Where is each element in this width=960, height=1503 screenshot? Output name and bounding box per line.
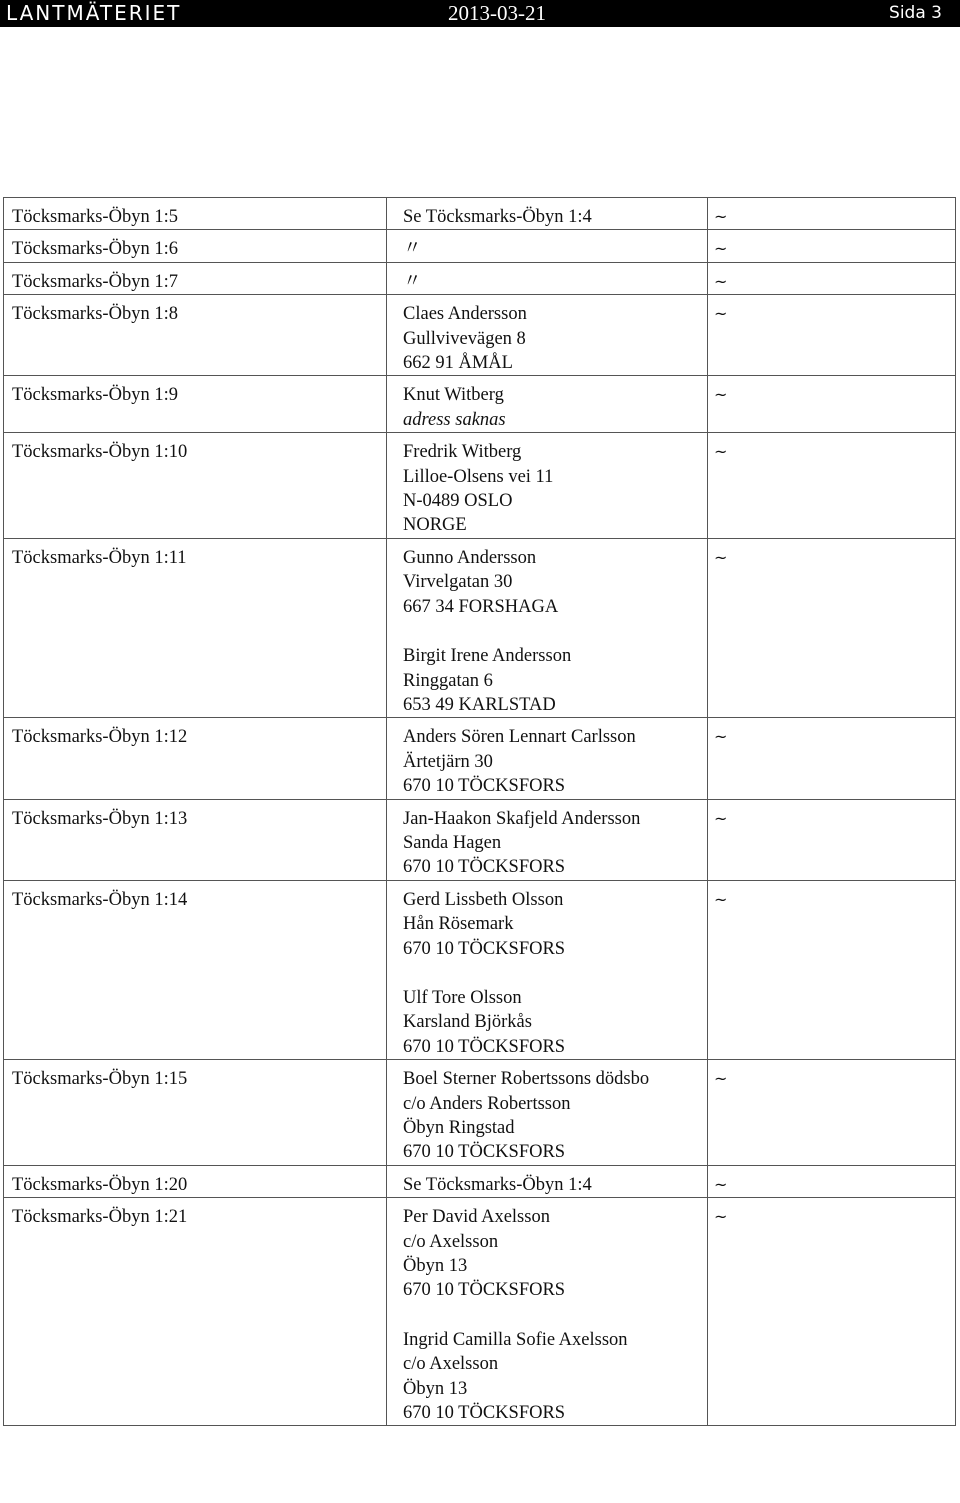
table-row: [4, 230, 956, 262]
address-line: c/o Anders Robertsson: [403, 1093, 571, 1114]
address-line: Karsland Björkås: [403, 1012, 532, 1033]
owner-name: Ulf Tore Olsson: [403, 987, 522, 1008]
owner-address-block: [403, 807, 707, 880]
status-mark: ~: [708, 262, 956, 294]
address-line: 670 10 TÖCKSFORS: [403, 1403, 566, 1424]
owner-address-block: [403, 986, 707, 1059]
cross-reference: Se Töcksmarks-Öbyn 1:4: [403, 207, 592, 227]
owner-address-block: [403, 302, 707, 375]
owner-address-block: [403, 644, 707, 717]
table-row: [4, 295, 956, 376]
address-line: N-0489 OSLO: [403, 491, 513, 512]
owner-cell: [387, 262, 708, 294]
table-row: [4, 880, 956, 1059]
address-line: 670 10 TÖCKSFORS: [403, 938, 566, 959]
address-line: 670 10 TÖCKSFORS: [403, 1280, 566, 1301]
page-header: [0, 0, 960, 27]
owner-name: Knut Witberg: [403, 385, 504, 406]
status-mark: ~: [708, 538, 956, 717]
property-designation: Töcksmarks-Öbyn 1:13: [4, 799, 387, 880]
owner-name: Anders Sören Lennart Carlsson: [403, 727, 636, 748]
address-line: Öbyn Ringstad: [403, 1118, 515, 1138]
status-mark: ~: [708, 1060, 956, 1166]
address-line: 670 10 TÖCKSFORS: [403, 1036, 566, 1057]
property-owner-table: [3, 197, 956, 1426]
owner-cell: [387, 880, 708, 1059]
property-designation: Töcksmarks-Öbyn 1:14: [4, 880, 387, 1059]
status-mark: ~: [708, 295, 956, 376]
table-row: [4, 799, 956, 880]
owner-cell: [387, 1198, 708, 1426]
address-line: 670 10 TÖCKSFORS: [403, 776, 566, 797]
status-mark: ~: [708, 1198, 956, 1426]
owner-address-block: [403, 546, 707, 619]
owner-cell: [387, 198, 708, 230]
property-designation: Töcksmarks-Öbyn 1:8: [4, 295, 387, 376]
table-row: [4, 433, 956, 539]
property-designation: Töcksmarks-Öbyn 1:11: [4, 538, 387, 717]
address-line: Ringgatan 6: [403, 670, 493, 691]
table-row: [4, 538, 956, 717]
owner-cell: [387, 1060, 708, 1166]
status-mark: ~: [708, 230, 956, 262]
property-designation: Töcksmarks-Öbyn 1:20: [4, 1165, 387, 1197]
address-line: Lilloe-Olsens vei 11: [403, 466, 554, 487]
address-line: 653 49 KARLSTAD: [403, 694, 556, 715]
address-line: c/o Axelsson: [403, 1354, 499, 1375]
property-designation: Töcksmarks-Öbyn 1:7: [4, 262, 387, 294]
property-designation: Töcksmarks-Öbyn 1:10: [4, 433, 387, 539]
owner-address-block: [403, 440, 707, 538]
table-row: [4, 376, 956, 433]
owner-cell: [387, 718, 708, 799]
owner-name: Boel Sterner Robertssons dödsbo: [403, 1069, 650, 1090]
property-designation: Töcksmarks-Öbyn 1:21: [4, 1198, 387, 1426]
status-mark: ~: [708, 880, 956, 1059]
address-line: Gullvivevägen 8: [403, 328, 526, 349]
status-mark: ~: [708, 799, 956, 880]
owner-cell: [387, 295, 708, 376]
table-row: [4, 718, 956, 799]
status-mark: ~: [708, 1165, 956, 1197]
owner-address-block: [403, 725, 707, 798]
property-designation: Töcksmarks-Öbyn 1:15: [4, 1060, 387, 1166]
address-line: 662 91 ÅMÅL: [403, 353, 513, 374]
owner-name: Ingrid Camilla Sofie Axelsson: [403, 1329, 628, 1350]
owner-address-block: [403, 1328, 707, 1426]
status-mark: ~: [708, 198, 956, 230]
property-designation: Töcksmarks-Öbyn 1:9: [4, 376, 387, 433]
address-line: Ärtetjärn 30: [403, 751, 493, 772]
address-line: Öbyn 13: [403, 1378, 468, 1399]
property-designation: Töcksmarks-Öbyn 1:5: [4, 198, 387, 230]
address-line: c/o Axelsson: [403, 1231, 499, 1252]
status-mark: ~: [708, 376, 956, 433]
owner-address-block: [403, 1067, 707, 1165]
page-number: Sida 3: [889, 3, 942, 23]
cross-reference: Se Töcksmarks-Öbyn 1:4: [403, 1174, 592, 1195]
table-row: [4, 1060, 956, 1166]
owner-cell: [387, 1165, 708, 1197]
address-line: 670 10 TÖCKSFORS: [403, 1142, 566, 1163]
owner-cell: [387, 538, 708, 717]
address-line: 670 10 TÖCKSFORS: [403, 857, 566, 878]
header-date: 2013-03-21: [448, 1, 546, 25]
owner-name: Jan-Haakon Skafjeld Andersson: [403, 808, 641, 829]
status-mark: ~: [708, 718, 956, 799]
owner-cell: [387, 230, 708, 262]
property-designation: Töcksmarks-Öbyn 1:12: [4, 718, 387, 799]
address-line: Sanda Hagen: [403, 832, 502, 853]
address-line: NORGE: [403, 515, 467, 536]
owner-address-block: [403, 888, 707, 961]
owner-cell: [387, 433, 708, 539]
ditto-mark: 〃: [403, 271, 426, 292]
brand-name: LANTMÄTERIET: [6, 1, 182, 25]
owner-cell: [387, 799, 708, 880]
owner-cell: [387, 376, 708, 433]
ditto-mark: 〃: [403, 239, 426, 260]
property-designation: Töcksmarks-Öbyn 1:6: [4, 230, 387, 262]
owner-name: Claes Andersson: [403, 304, 527, 325]
owner-name: Birgit Irene Andersson: [403, 646, 572, 667]
address-note: adress saknas: [403, 409, 506, 430]
owner-address-block: [403, 1205, 707, 1303]
address-line: Hån Rösemark: [403, 914, 514, 935]
owner-name: Per David Axelsson: [403, 1207, 550, 1228]
address-line: Virvelgatan 30: [403, 572, 513, 593]
owner-name: Gunno Andersson: [403, 547, 537, 568]
status-mark: ~: [708, 433, 956, 539]
owner-address-block: [403, 383, 707, 432]
address-line: 667 34 FORSHAGA: [403, 596, 559, 617]
table-row: [4, 198, 956, 230]
table-row: [4, 262, 956, 294]
owner-name: Gerd Lissbeth Olsson: [403, 889, 564, 910]
address-line: Öbyn 13: [403, 1256, 468, 1277]
table-row: [4, 1198, 956, 1426]
table-row: [4, 1165, 956, 1197]
owner-name: Fredrik Witberg: [403, 442, 522, 463]
